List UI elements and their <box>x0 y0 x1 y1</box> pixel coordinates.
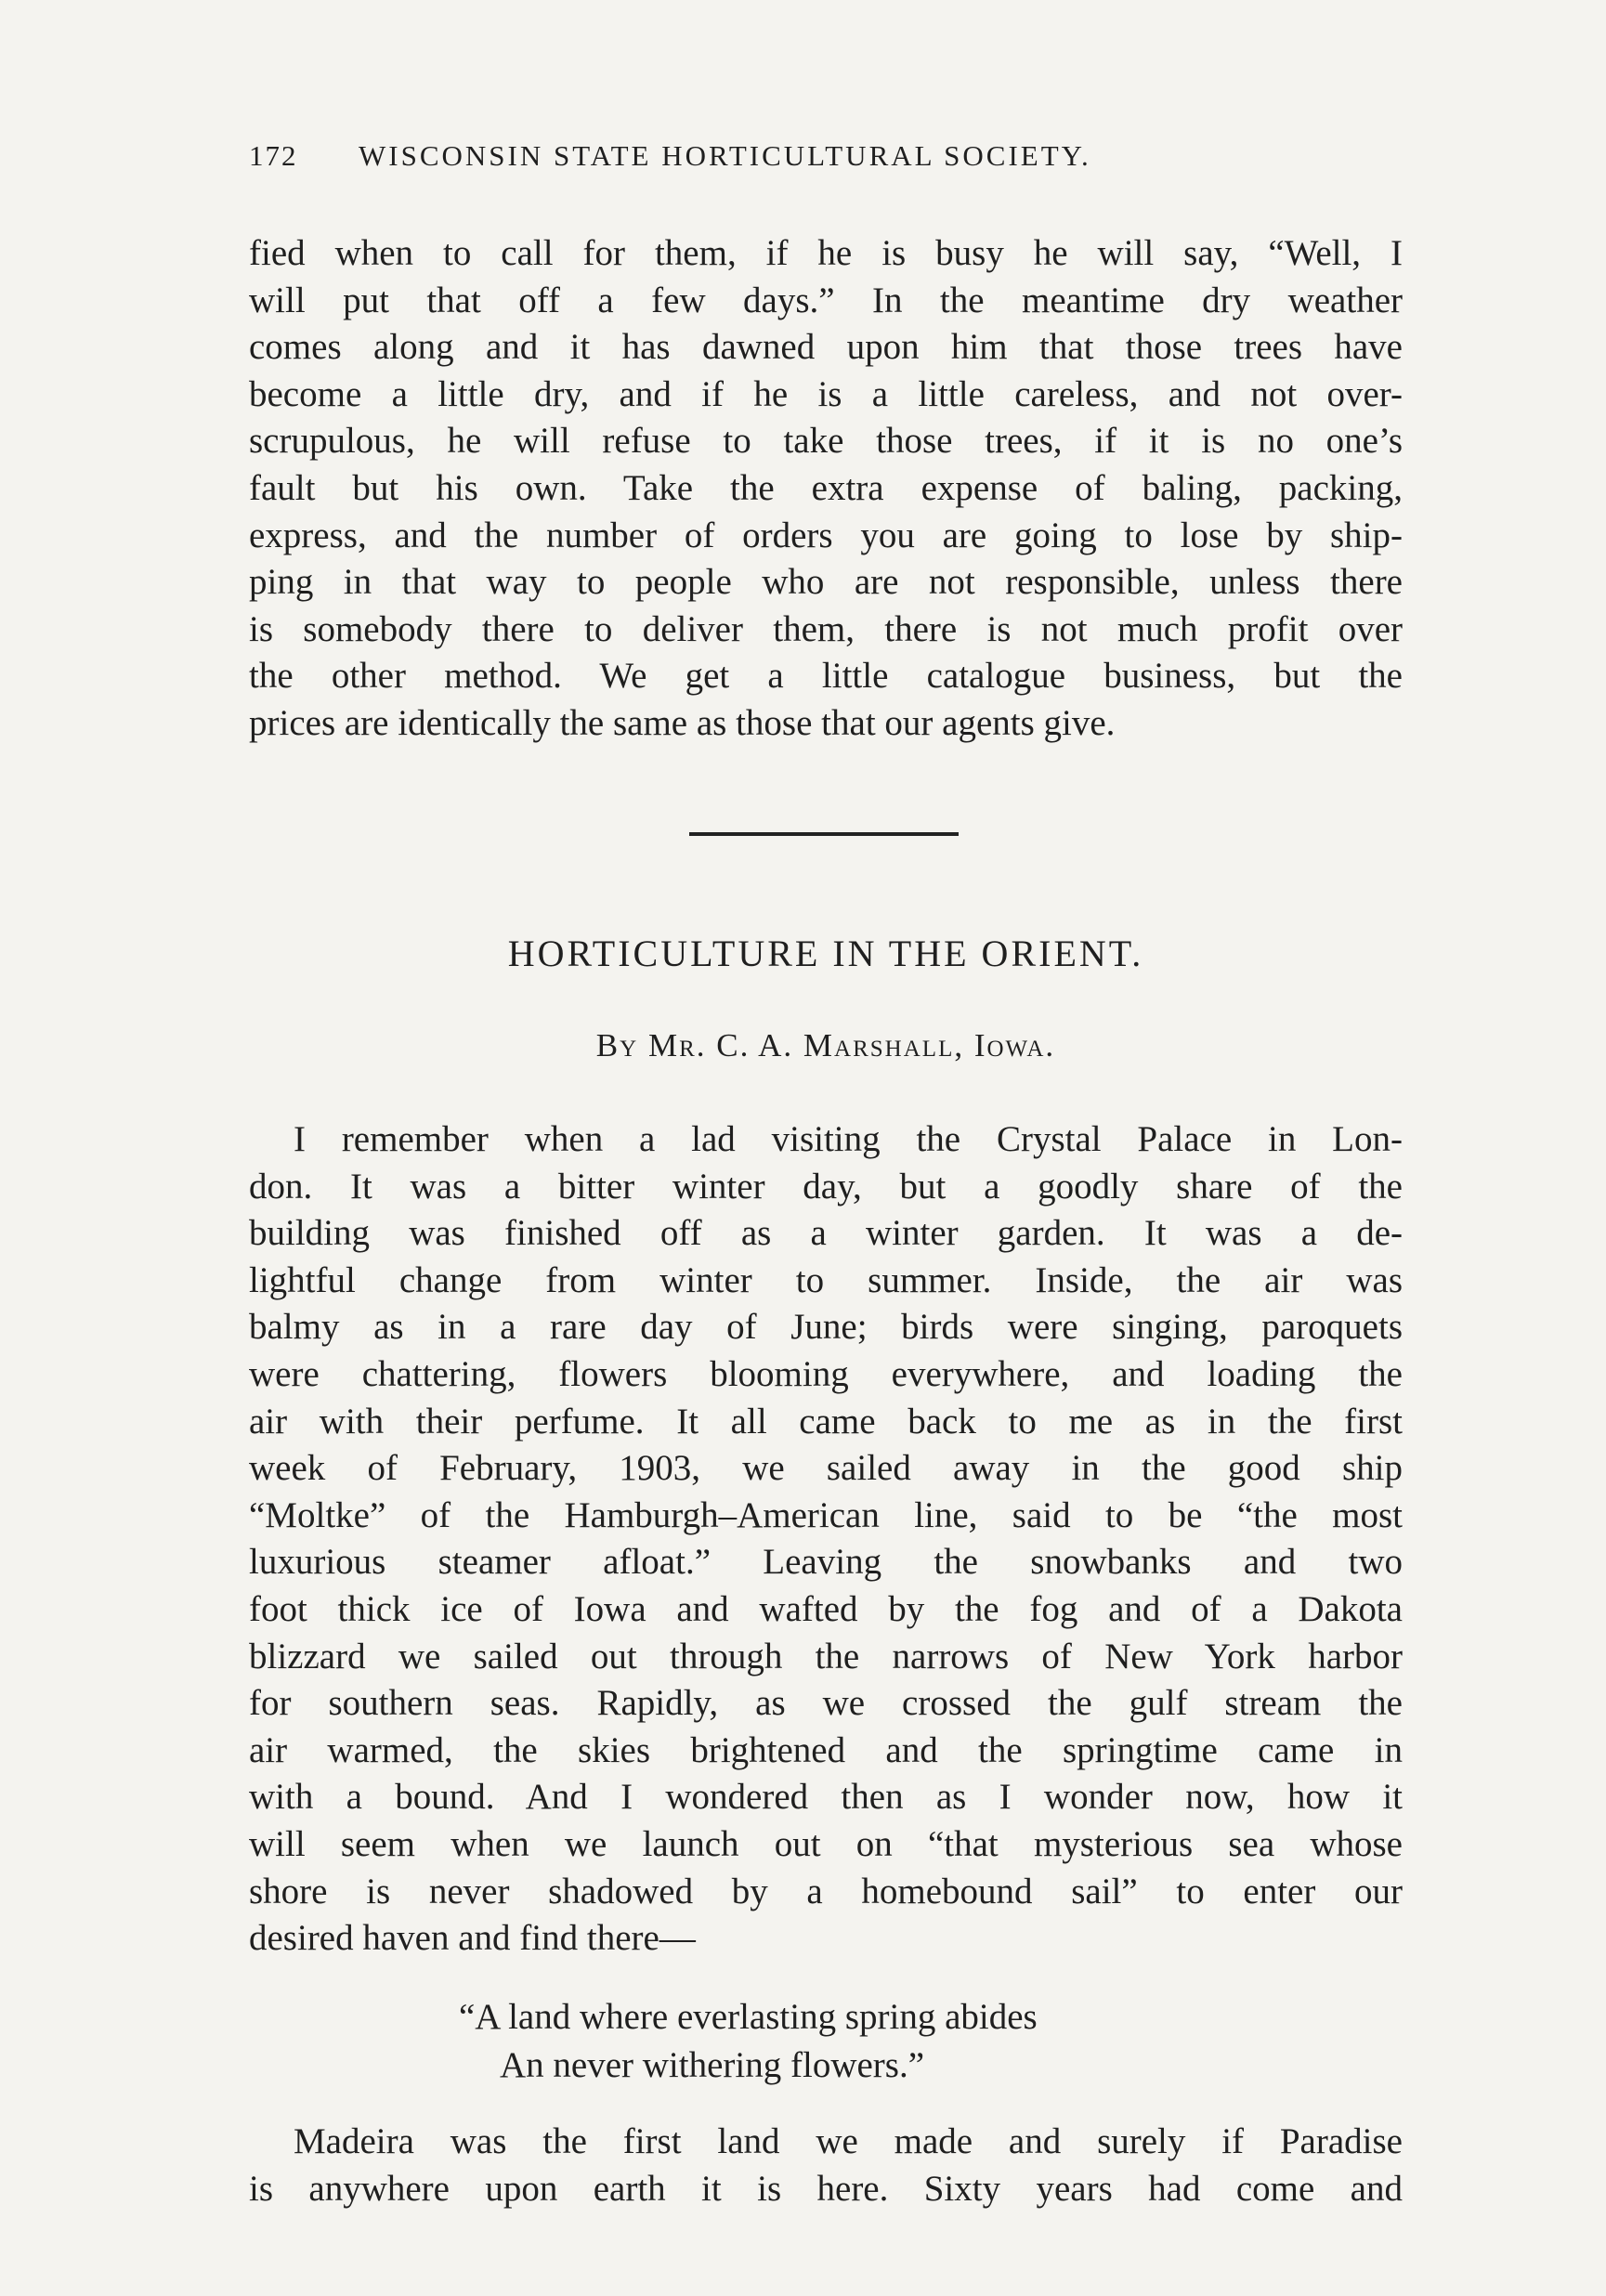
paragraph-3 <box>249 2119 1403 2212</box>
text-line: balmy as in a rare day of June; birds were singing, paroquets <box>249 1307 1403 1348</box>
text-line: fied when to call for them, if he is busy he will say, “Well, I <box>249 233 1403 273</box>
paragraph-1 <box>249 230 1403 748</box>
text-line: foot thick ice of Iowa and wafted by the fog and of a Dakota <box>249 1588 1403 1629</box>
text-line: air warmed, the skies brightened and the springtime came in <box>249 1729 1403 1770</box>
article-byline: By Mr. C. A. Marshall, Iowa. <box>595 1027 1056 1063</box>
text-line: is somebody there to deliver them, there is not much profit over <box>249 608 1403 649</box>
text-line: luxurious steamer afloat.” Leaving the snowbanks and two <box>249 1542 1403 1583</box>
text-line: blizzard we sailed out through the narrows of New York harbor <box>249 1636 1403 1676</box>
text-line: with a bound. And I wondered then as I wonder now, how it <box>249 1777 1403 1818</box>
text-line: the other method. We get a little catalogue business, but the <box>249 656 1403 697</box>
text-line: I remember when a lad visiting the Crystal Palace in Lon- <box>294 1119 1403 1159</box>
article-title: HORTICULTURE IN THE ORIENT. <box>507 933 1144 974</box>
text-line: lightful change from winter to summer. Inside, the air was <box>249 1259 1403 1300</box>
verse-quote <box>459 1993 1038 2090</box>
text-line: express, and the number of orders you are going to lose by ship- <box>249 515 1403 555</box>
section-divider <box>689 832 959 836</box>
text-line: prices are identically the same as those that our agents give. <box>249 702 1116 743</box>
page-number: 172 <box>249 139 298 172</box>
text-line: were chattering, flowers blooming everywhere, and loading the <box>249 1353 1403 1394</box>
verse-line: An never withering flowers.” <box>500 2045 925 2085</box>
text-line: don. It was a bitter winter day, but a goodly share of the <box>249 1166 1403 1207</box>
text-line: scrupulous, he will refuse to take those trees, if it is no one’s <box>249 421 1403 462</box>
text-line: air with their perfume. It all came back to me as in the first <box>249 1401 1403 1442</box>
page-header <box>249 139 1271 173</box>
text-line: week of February, 1903, we sailed away in the good ship <box>249 1448 1403 1489</box>
text-line: building was finished off as a winter garden. It was a de- <box>249 1213 1403 1254</box>
text-line: “Moltke” of the Hamburgh–American line, said to be “the most <box>249 1494 1403 1535</box>
text-line: shore is never shadowed by a homebound sail” to enter our <box>249 1871 1403 1911</box>
text-line: desired haven and find there— <box>249 1918 696 1959</box>
text-line: for southern seas. Rapidly, as we crossed the gulf stream the <box>249 1683 1403 1724</box>
text-line: become a little dry, and if he is a little careless, and not over- <box>249 373 1403 414</box>
text-line: Madeira was the first land we made and surely if Paradise <box>294 2121 1403 2161</box>
text-line: will seem when we launch out on “that mysterious sea whose <box>249 1823 1403 1864</box>
paragraph-2 <box>249 1116 1403 1963</box>
text-line: comes along and it has dawned upon him that those trees have <box>249 327 1403 368</box>
verse-line: “A land where everlasting spring abides <box>459 1997 1038 2037</box>
text-line: will put that off a few days.” In the meantime dry weather <box>249 280 1403 320</box>
text-line: fault but his own. Take the extra expense of baling, packing, <box>249 467 1403 508</box>
running-title: WISCONSIN STATE HORTICULTURAL SOCIETY. <box>359 139 1091 172</box>
text-line: is anywhere upon earth it is here. Sixty years had come and <box>249 2168 1403 2209</box>
text-line: ping in that way to people who are not responsible, unless there <box>249 562 1403 603</box>
